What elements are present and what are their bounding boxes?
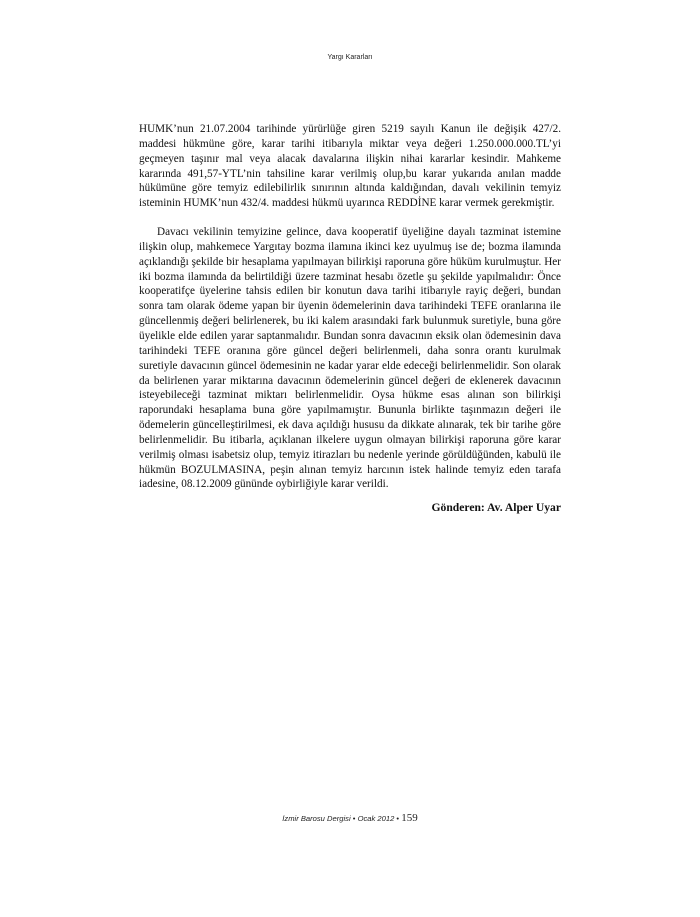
footer-separator: •	[396, 814, 400, 823]
paragraph-1: HUMK’nun 21.07.2004 tarihinde yürürlüğe giren 5219 sayılı Kanun ile değişik 427/2. maddesi hükmüne göre, karar tarihi itibarıyla miktar veya değeri 1.250.000.000.TL’yi geçmeyen taşınır mal veya alacak davalarına ilişkin nihai kararlar kesindir. Mahkeme kararında 491,57-YTL’nin tahsiline karar verilmiş olup,bu karar yukarıda anılan madde hükümüne göre temyiz edilebilirlik sınırının altında kaldığından, davalı vekilinin temyiz isteminin HUMK’nun 432/4. maddesi hükmü uyarınca REDDİNE karar vermek gerekmiştir.	[139, 123, 561, 210]
page-number: 159	[401, 812, 418, 824]
page-footer	[0, 812, 700, 824]
article-body	[139, 122, 561, 516]
paragraph-2: Davacı vekilinin temyizine gelince, dava kooperatif üyeliğine dayalı tazminat istemine ilişkin olup, mahkemece Yargıtay bozma ilamına ikinci kez uyulmuş ise de; bozma ilamında açıklandığı şekilde bir hesaplama yapılmayan bilirkişi raporuna göre hüküm kurulmuştur. Her iki bozma ilamında da belirtildiği üzere tazminat hesabı özetle şu şekilde yapılmalıdır: Önce kooperatifçe üyelerine tahsis edilen bir konutun dava tarihi itibarıyle rayiç değeri, bundan sonra tam olarak ödeme yapan bir üyenin ödemelerinin dava tarihindeki TEFE oranlarına ile güncellenmiş değeri belirlenerek, bu iki kalem arasındaki fark bulunmuk suretiyle, buna göre üyelikle elde edilen yarar saptanmalıdır. Bundan sonra davacının eksik olan ödemesinin dava tarihindeki TEFE oranına göre güncel değeri belirlenmeli, daha sonra orantı kurulmak suretiyle davacının güncel ödemesinin ne kadar yarar elde edeceği belirlenmelidir. Son olarak da belirlenen yarar miktarına davacının ödemelerinin güncel değeri de eklenerek davacının isteyebileceği tazminat miktarı belirlenmelidir. Oysa hükme esas alınan son bilirkişi raporundaki hesaplama buna göre yapılmamıştır. Bununla birlikte taşınmazın değeri ile ödemelerin güncelleştirilmesi, ek dava açıldığı hususu da dikkate alınarak, tek bir tarihe göre belirlenmelidir. Bu itibarla, açıklanan ilkelere uygun olmayan bilirkişi raporuna göre karar verilmiş olması isabetsiz olup, temyiz itirazları bu nedenle yerinde görüldüğünden, kabulü ile hükmün BOZULMASINA, peşin alınan temyiz harcının istek halinde temyiz eden tarafa iadesine, 08.12.2009 gününde oybirliğiyle karar verildi.	[139, 226, 561, 491]
running-header	[0, 54, 700, 61]
issue-date: Ocak 2012	[357, 814, 395, 823]
signature-line: Gönderen: Av. Alper Uyar	[431, 501, 561, 515]
running-title: Yargı Kararları	[327, 54, 373, 61]
footer-separator: •	[352, 814, 356, 823]
journal-name: İzmir Barosu Dergisi	[282, 814, 351, 823]
